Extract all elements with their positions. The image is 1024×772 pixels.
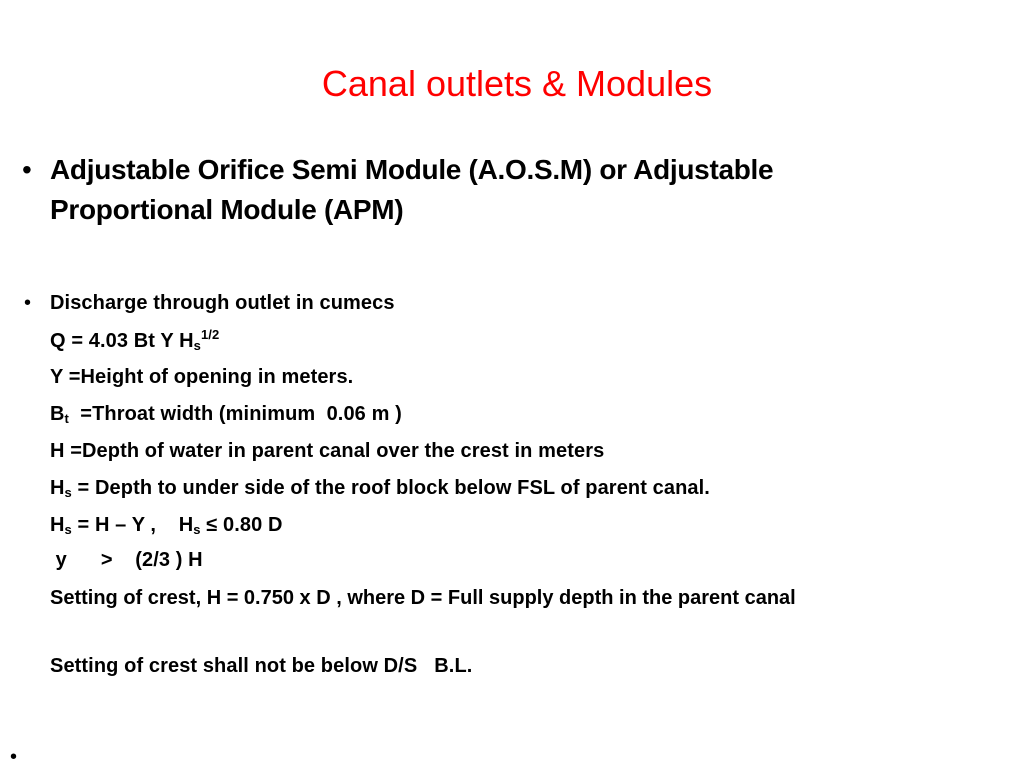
hs-definition xyxy=(50,473,710,503)
formula-superscript: 1/2 xyxy=(200,327,220,342)
hs-relation xyxy=(50,510,283,540)
hs2-middle: = H – Y , H xyxy=(71,514,194,536)
bt-prefix: B xyxy=(50,403,65,425)
bt-text: =Throat width (minimum 0.06 m ) xyxy=(68,403,402,425)
y-condition: y > (2/3 ) H xyxy=(50,549,203,571)
discharge-formula xyxy=(50,326,219,356)
h-definition: H =Depth of water in parent canal over the crest in meters xyxy=(50,440,605,462)
hs-subscript: s xyxy=(64,485,72,500)
bullet-dot-2: • xyxy=(24,292,32,314)
hs-prefix: H xyxy=(50,477,65,499)
slide-title: Canal outlets & Modules xyxy=(321,63,713,104)
bullet-dot-3: • xyxy=(10,746,18,768)
bullet-aosm-line1: Adjustable Orifice Semi Module (A.O.S.M) or Adjustable xyxy=(50,154,774,185)
bt-subscript: t xyxy=(64,411,69,426)
bullet-aosm-heading xyxy=(50,150,990,230)
bt-definition xyxy=(50,399,402,429)
hs-text: = Depth to under side of the roof block below FSL of parent canal. xyxy=(71,477,710,499)
formula-subscript: s xyxy=(193,338,201,353)
crest-limit: Setting of crest shall not be below D/S B.L. xyxy=(50,655,473,677)
y-definition: Y =Height of opening in meters. xyxy=(50,366,354,388)
bullet-dot-1: • xyxy=(22,154,32,185)
hs2-limit: ≤ 0.80 D xyxy=(200,514,283,536)
hs2-prefix: H xyxy=(50,514,65,536)
bullet-aosm-line2: Proportional Module (APM) xyxy=(50,194,404,225)
discharge-heading: Discharge through outlet in cumecs xyxy=(50,292,395,314)
crest-setting: Setting of crest, H = 0.750 x D , where D = Full supply depth in the parent canal xyxy=(50,587,796,609)
hs2-subscript: s xyxy=(64,522,72,537)
hs2-subscript-2: s xyxy=(193,522,201,537)
formula-prefix: Q = 4.03 Bt Y H xyxy=(50,330,194,352)
